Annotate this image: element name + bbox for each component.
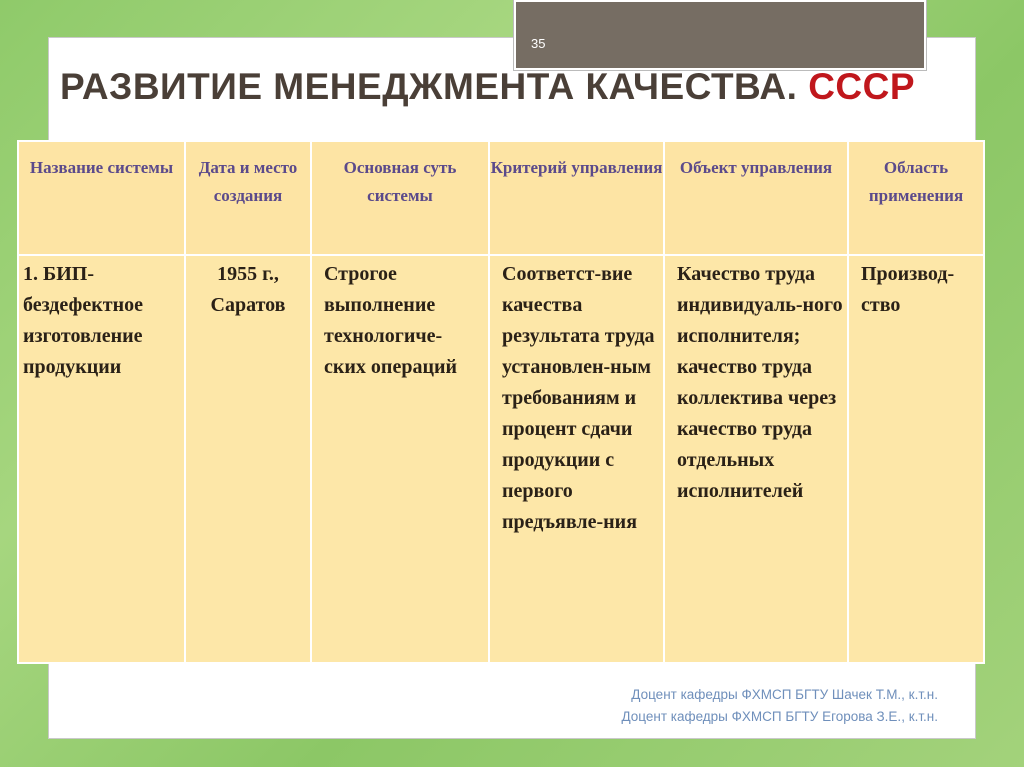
slide-number: 35 [531,36,546,51]
cell-object: Качество труда индивидуаль-ного исполнителя; качество труда коллектива через качество труда отдельных исполнителей [664,255,848,663]
table-row [18,255,984,663]
title-accent: СССР [808,66,916,107]
header-date-place: Дата и место создания [185,141,311,255]
header-scope: Область применения [848,141,984,255]
cell-criterion: Соответст-вие качества результата труда установлен-ным требованиям и процент сдачи продукции с первого предъявле-ния [489,255,664,663]
cell-scope: Производ-ство [848,255,984,663]
header-system-name: Название системы [18,141,185,255]
slide-number-panel [514,0,926,70]
header-object: Объект управления [664,141,848,255]
header-essence: Основная суть системы [311,141,489,255]
author-credits [621,684,938,728]
cell-system-name: 1. БИП-бездефектное изготовление продукции [18,255,185,663]
table-header-row [18,141,984,255]
header-criterion: Критерий управления [489,141,664,255]
author-line-2: Доцент кафедры ФХМСП БГТУ Егорова З.Е., к.т.н. [621,709,938,724]
title-main: РАЗВИТИЕ МЕНЕДЖМЕНТА КАЧЕСТВА. [60,66,809,107]
cell-date-place: 1955 г., Саратов [185,255,311,663]
cell-essence: Строгое выполнение технологиче-ских операций [311,255,489,663]
author-line-1: Доцент кафедры ФХМСП БГТУ Шачек Т.М., к.т.н. [631,687,938,702]
quality-systems-table [17,140,985,664]
slide-title [60,66,915,108]
